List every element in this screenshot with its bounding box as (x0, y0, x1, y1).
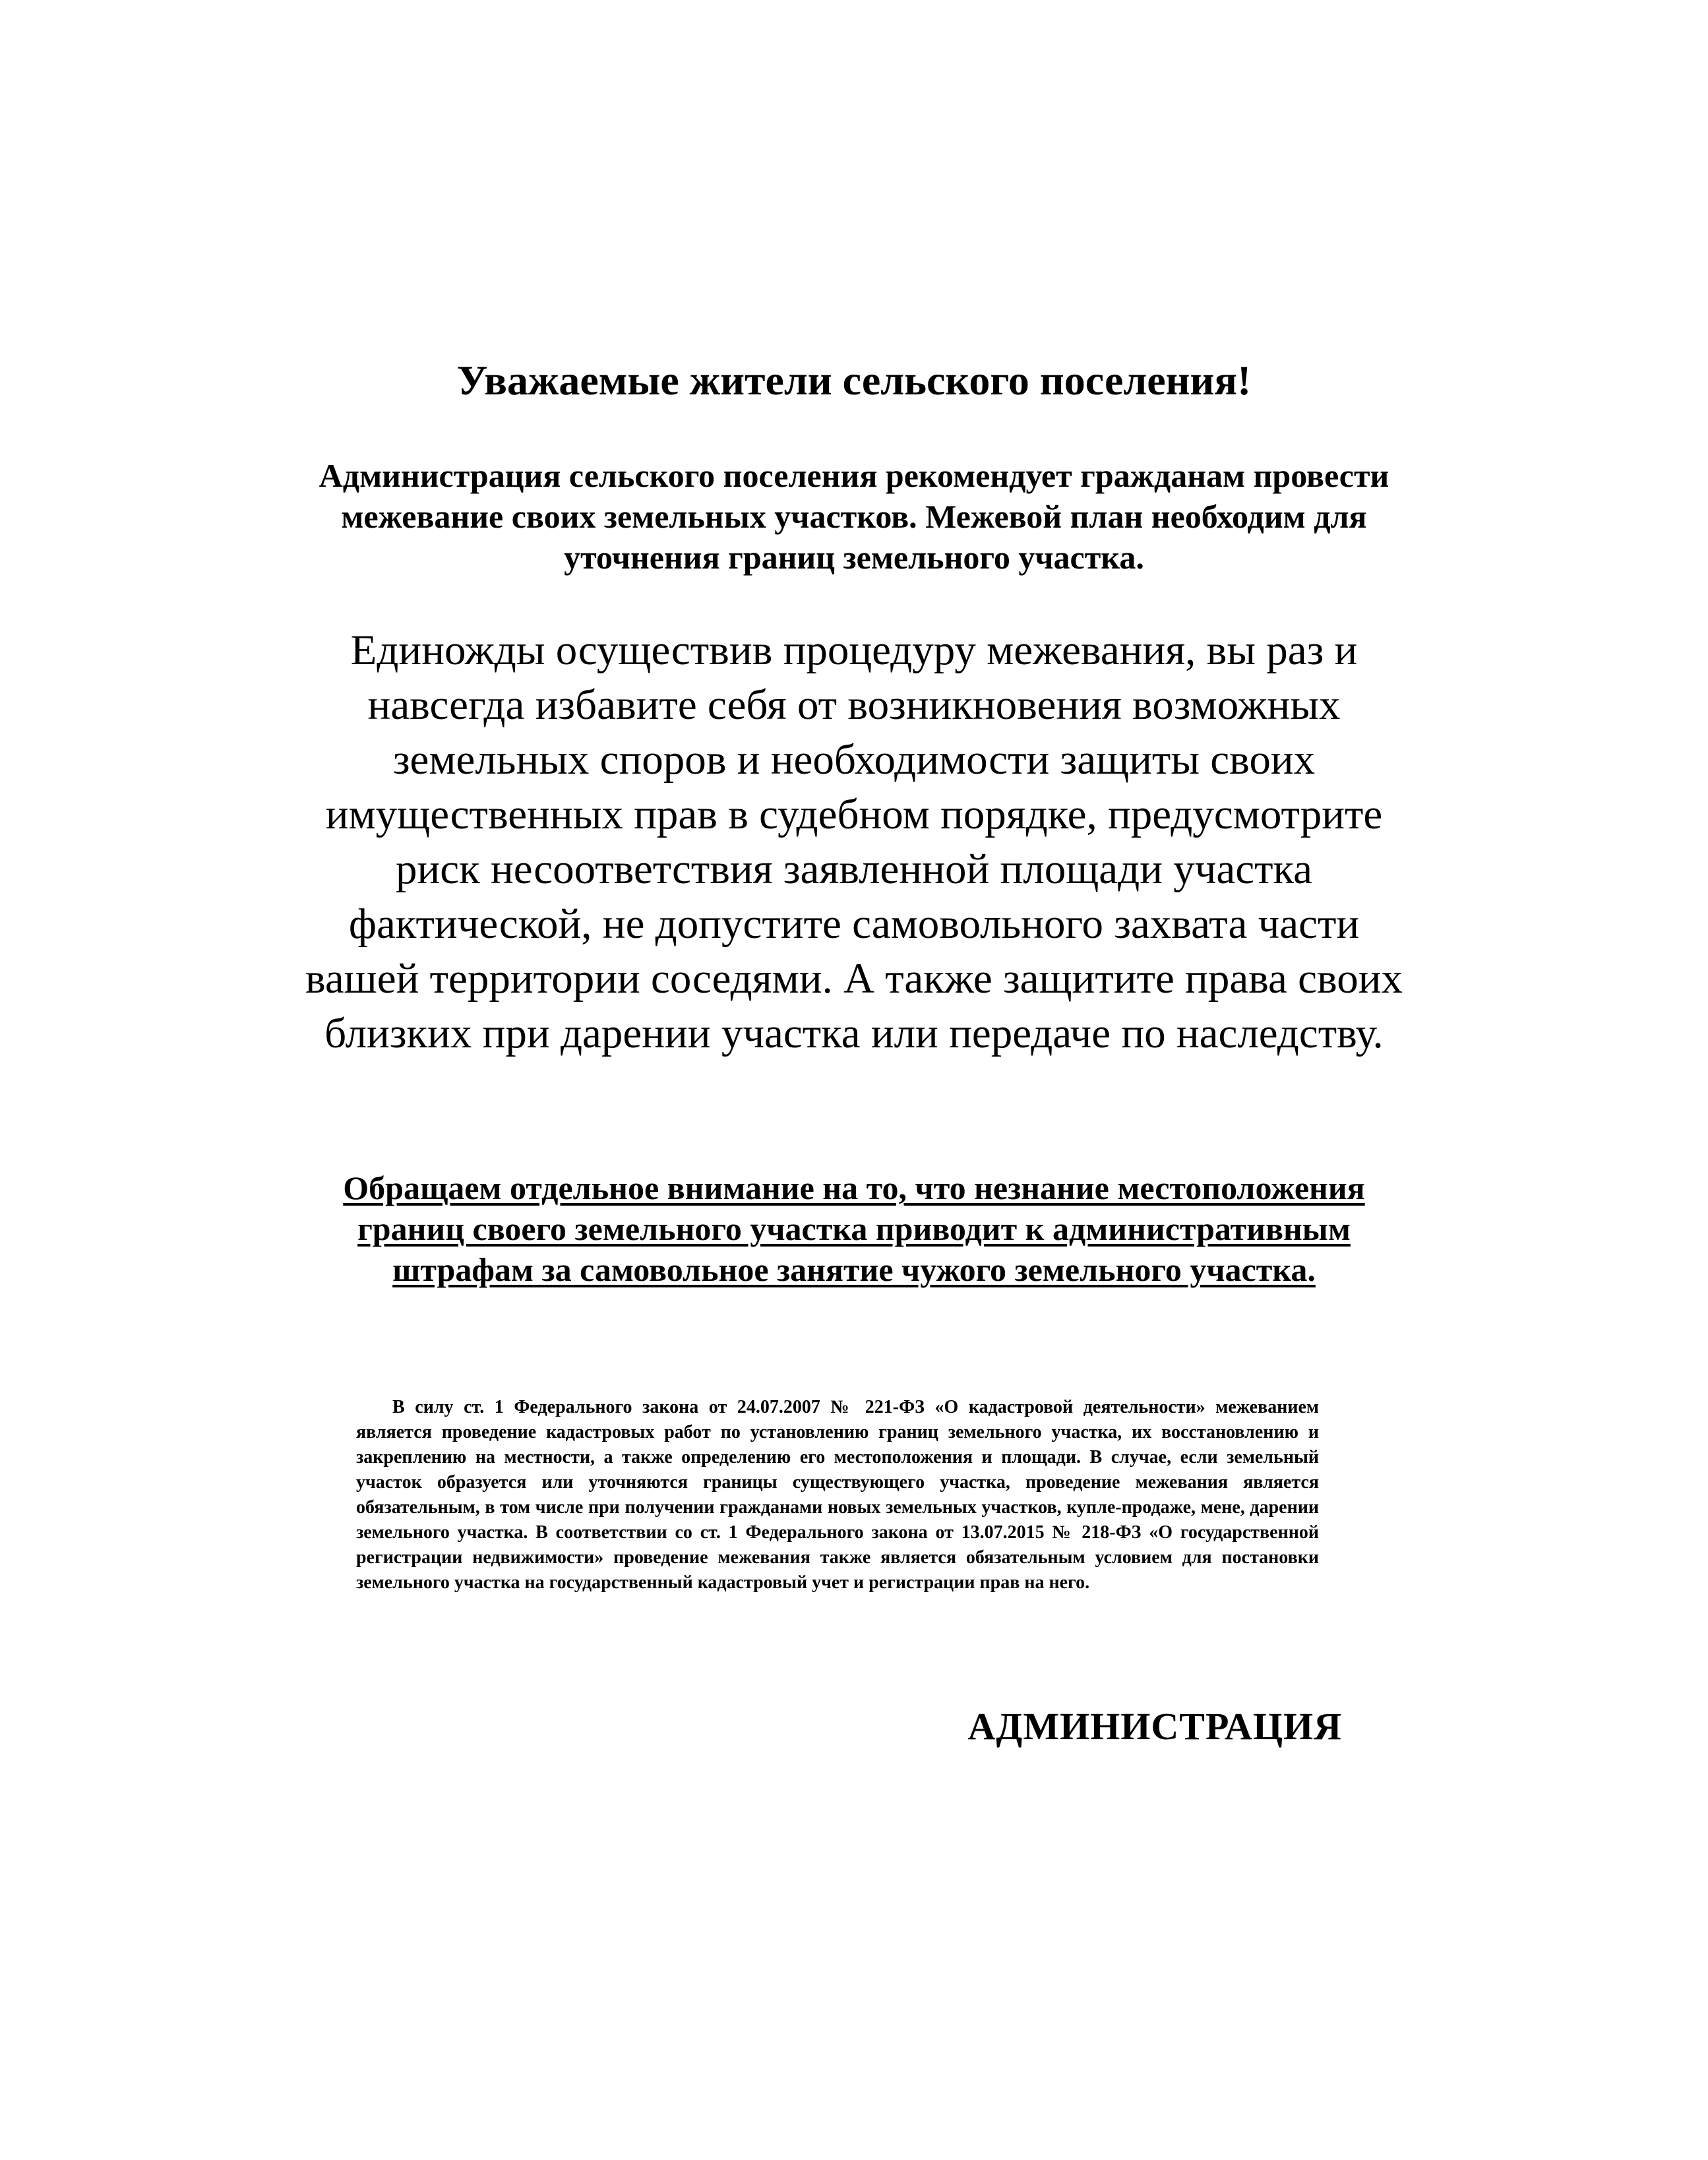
intro-paragraph: Администрация сельского поселения рекомендует гражданам провести межевание своих земельных участков. Межевой план необходим для уточнения границ земельного участка. (319, 457, 1389, 576)
warning-paragraph: Обращаем отдельное внимание на то, что незнание местоположения границ своего земельного участка приводит к административным штрафам за самовольное занятие чужого земельного участка. (343, 1169, 1365, 1288)
main-paragraph: Единожды осуществив процедуру межевания, вы раз и навсегда избавите себя от возникновения возможных земельных споров и необходимости защиты своих имущественных прав в судебном порядке, предусмотрите риск несоответствия заявленной площади участка фактической, не допустите самовольного захвата части вашей территории соседями. А также защитите права своих близких при дарении участка или передаче по наследству. (305, 627, 1403, 1057)
legal-note: В силу ст. 1 Федерального закона от 24.07.2007 № 221-ФЗ «О кадастровой деятельности» межеванием является проведение кадастровых работ по установлению границ земельного участка, их восстановлению и закреплению на местности, а также определению его местоположения и площади. В случае, если земельный участок образуется или уточняются границы существующего участка, проведение межевания является обязательным, в том числе при получении гражданами новых земельных участков, купле-продаже, мене, дарении земельного участка. В соответствии со ст. 1 Федерального закона от 13.07.2015 № 218-ФЗ «О государственной регистрации недвижимости» проведение межевания также является обязательным условием для постановки земельного участка на государственный кадастровый учет и регистрации прав на него. (356, 1397, 1319, 1593)
signature: АДМИНИСТРАЦИЯ (967, 1705, 1342, 1748)
page-title: Уважаемые жители сельского поселения! (456, 357, 1252, 404)
